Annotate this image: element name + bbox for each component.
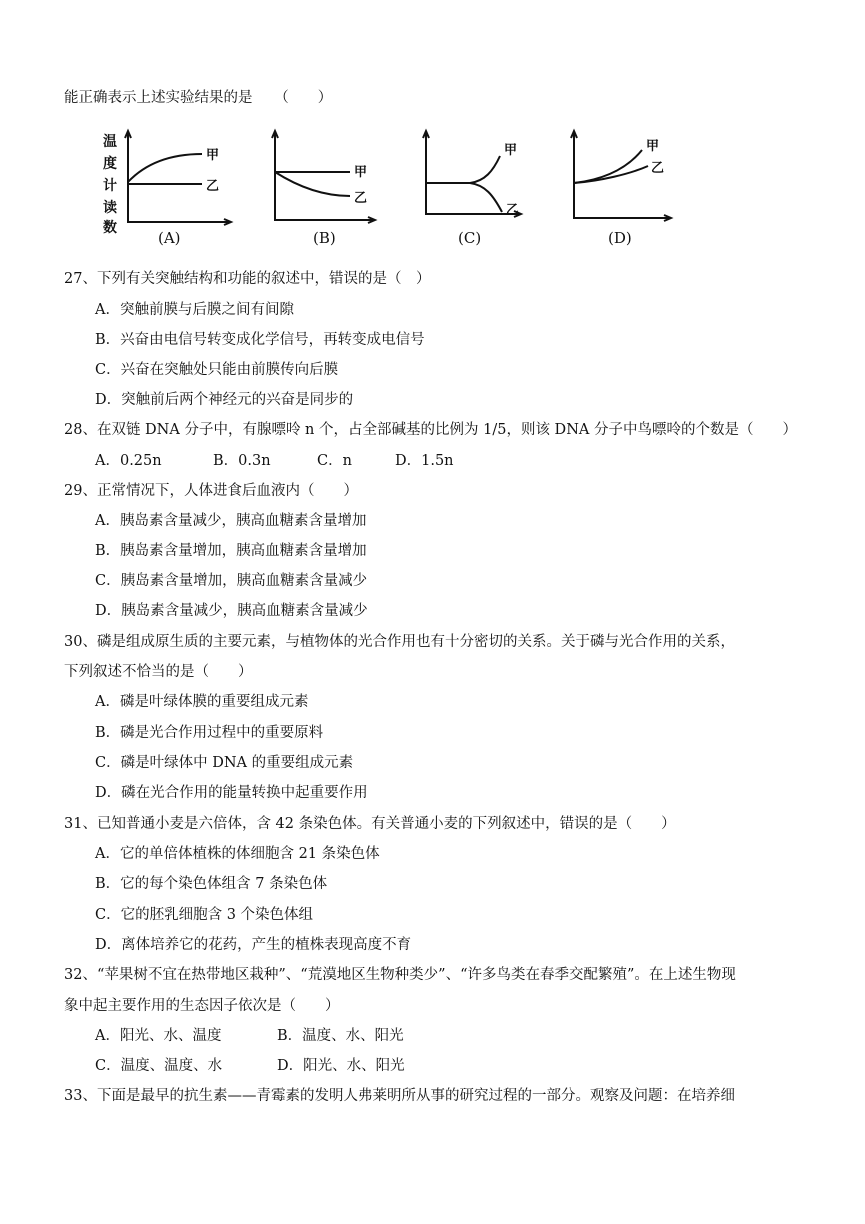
curve-c-yi (426, 183, 502, 212)
ylabel-char: 温 (103, 134, 117, 150)
question-27-stem: 27、下列有关突触结构和功能的叙述中，错误的是（ ） (64, 271, 431, 287)
question-33-stem: 33、下面是最早的抗生素——青霉素的发明人弗莱明所从事的研究过程的一部分。观察及问题：在培养细 (64, 1088, 735, 1104)
series-label-jia: 甲 (504, 143, 518, 158)
series-label-jia: 甲 (206, 148, 220, 163)
ylabel-char: 计 (103, 178, 117, 194)
question-30-option-b: B．磷是光合作用过程中的重要原料 (95, 725, 324, 741)
question-29-option-a: A．胰岛素含量减少，胰高血糖素含量增加 (95, 513, 367, 529)
question-30-option-c: C．磷是叶绿体中 DNA 的重要组成元素 (95, 755, 354, 771)
question-31-option-d: D．离体培养它的花药，产生的植株表现高度不育 (95, 937, 412, 953)
question-31-option-b: B．它的每个染色体组含 7 条染色体 (95, 876, 328, 892)
question-27-option-a: A．突触前膜与后膜之间有间隙 (95, 302, 294, 318)
question-32-option-b: B．温度、水、阳光 (277, 1028, 404, 1044)
question-28-options (95, 451, 454, 471)
series-label-yi: 乙 (206, 179, 220, 194)
curve-b-yi (275, 172, 350, 196)
question-32-stem-continued: 象中起主要作用的生态因子依次是（ ） (64, 998, 340, 1014)
question-28-option-a: A．0.25n (95, 453, 162, 469)
question-30-option-a: A．磷是叶绿体膜的重要组成元素 (95, 694, 309, 710)
question-27-option-b: B．兴奋由电信号转变成化学信号，再转变成电信号 (95, 332, 425, 348)
question-30-stem-continued: 下列叙述不恰当的是（ ） (64, 664, 253, 680)
panel-label-d: (D) (608, 229, 632, 247)
question-28-stem: 28、在双链 DNA 分子中，有腺嘌呤 n 个，占全部碱基的比例为 1/5，则该 DNA 分子中鸟嘌呤的个数是（ ） (64, 422, 797, 438)
question-29-stem: 29、正常情况下，人体进食后血液内（ ） (64, 483, 358, 499)
question-31-option-c: C．它的胚乳细胞含 3 个染色体组 (95, 907, 314, 923)
series-label-jia: 甲 (646, 139, 660, 154)
question-27-option-c: C．兴奋在突触处只能由前膜传向后膜 (95, 362, 339, 378)
question-29-option-d: D．胰岛素含量减少，胰高血糖素含量减少 (95, 603, 368, 619)
series-label-jia: 甲 (354, 165, 368, 180)
question-32-options-row-2 (95, 1056, 405, 1076)
question-28-option-d: D．1.5n (395, 453, 454, 469)
ylabel-char: 数 (103, 220, 117, 236)
question-32-options-row-1 (95, 1026, 404, 1046)
panel-label-b: (B) (313, 229, 336, 247)
question-27-option-d: D．突触前后两个神经元的兴奋是同步的 (95, 392, 354, 408)
temperature-graphs-figure (100, 126, 690, 250)
series-label-yi: 乙 (506, 203, 520, 218)
question-32-option-a: A．阳光、水、温度 (95, 1028, 222, 1044)
question-29-option-c: C．胰岛素含量增加，胰高血糖素含量减少 (95, 573, 368, 589)
panel-label-a: (A) (158, 229, 181, 247)
panel-label-c: (C) (458, 229, 482, 247)
question-31-stem: 31、已知普通小麦是六倍体，含 42 条染色体。有关普通小麦的下列叙述中，错误的是（ ） (64, 816, 676, 832)
curve-c-jia (426, 156, 500, 183)
question-32-option-c: C．温度、温度、水 (95, 1058, 223, 1074)
question-32-option-d: D．阳光、水、阳光 (277, 1058, 405, 1074)
ylabel-char: 度 (103, 156, 117, 172)
question-32-stem: 32、“苹果树不宜在热带地区栽种”、“荒漠地区生物种类少”、“许多鸟类在春季交配繁殖”。在上述生物现 (64, 967, 736, 983)
question-28-option-b: B．0.3n (213, 453, 271, 469)
question-28-option-c: C．n (317, 453, 352, 469)
series-label-yi: 乙 (354, 191, 368, 206)
question-29-option-b: B．胰岛素含量增加，胰高血糖素含量增加 (95, 543, 367, 559)
question-30-stem: 30、磷是组成原生质的主要元素，与植物体的光合作用也有十分密切的关系。关于磷与光合作用的关系， (64, 634, 735, 650)
question-31-option-a: A．它的单倍体植株的体细胞含 21 条染色体 (95, 846, 380, 862)
curve-a-jia (128, 154, 202, 182)
ylabel-char: 读 (103, 200, 117, 216)
question-30-option-d: D．磷在光合作用的能量转换中起重要作用 (95, 785, 368, 801)
series-label-yi: 乙 (651, 161, 665, 176)
intro-text: 能正确表示上述实验结果的是 （ ） (64, 90, 333, 106)
